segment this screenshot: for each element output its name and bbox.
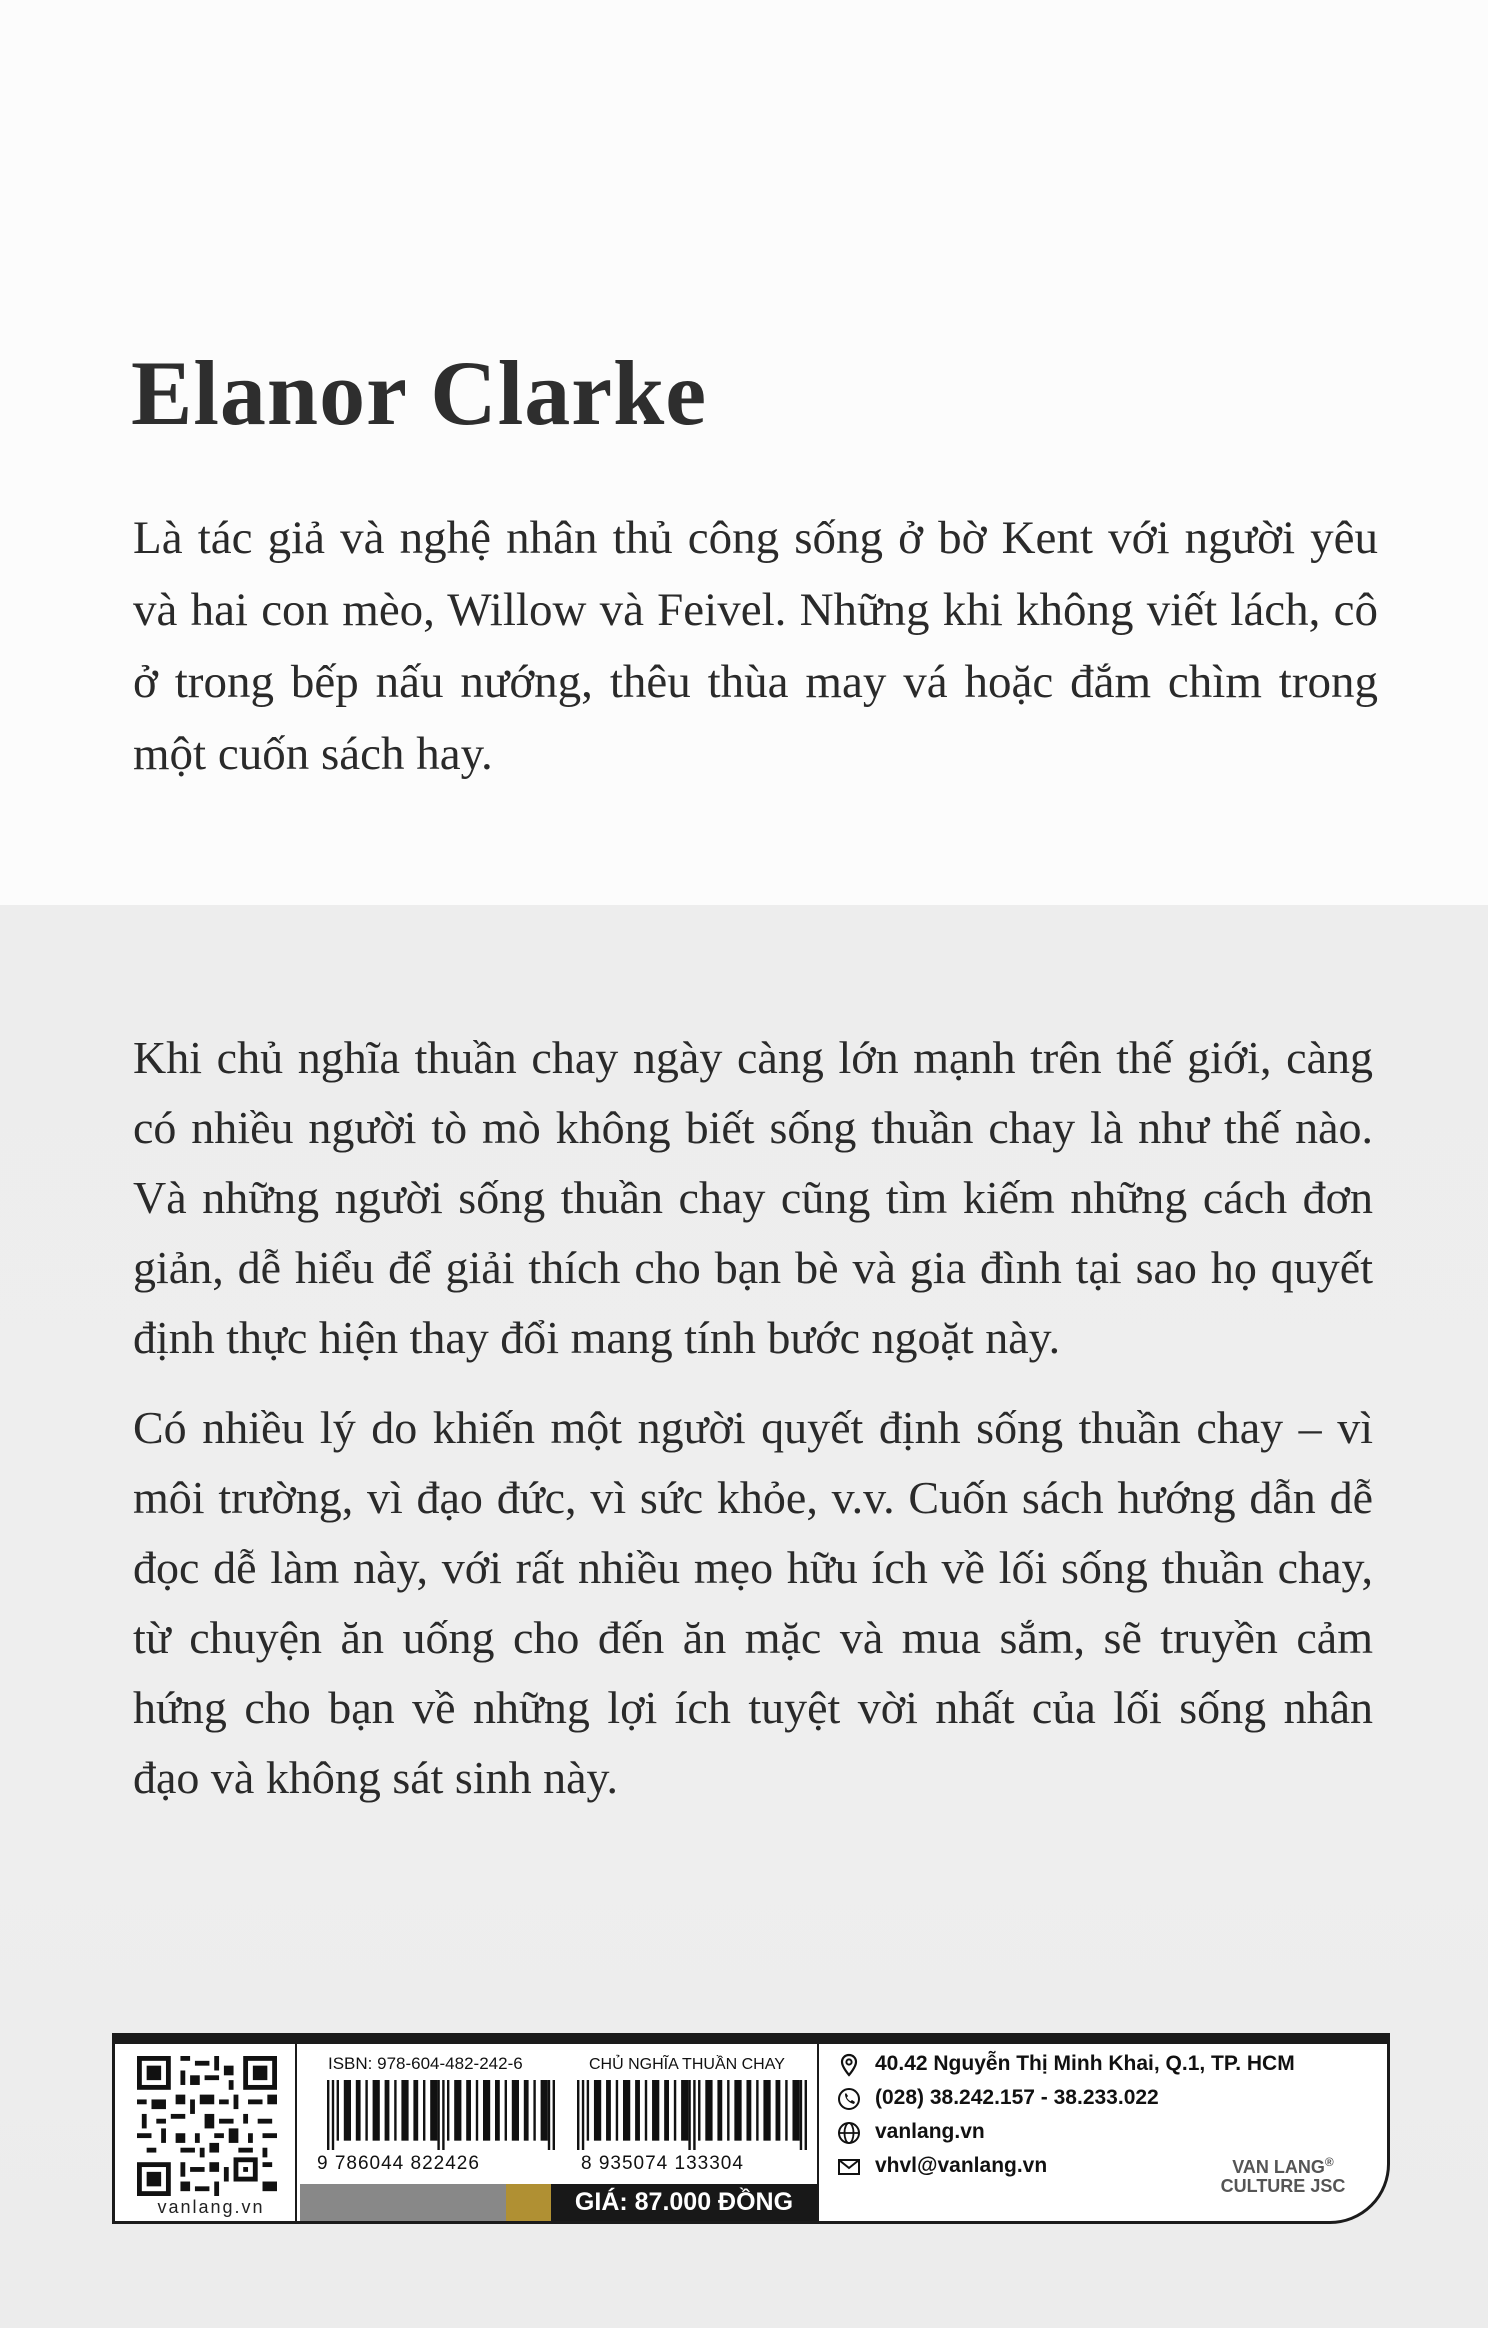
barcode-bar: [413, 2080, 418, 2141]
divider-contact: [817, 2044, 819, 2221]
barcode-bar: [365, 2080, 367, 2141]
barcode-bar: [756, 2080, 758, 2141]
barcode-bar: [401, 2080, 408, 2141]
barcode-bar: [466, 2080, 471, 2141]
product-barcode: [577, 2080, 807, 2150]
publisher-name: VAN LANG: [1232, 2157, 1325, 2177]
barcode-bar: [635, 2080, 640, 2141]
website-text[interactable]: vanlang.vn: [875, 2120, 985, 2143]
barcode-bar: [805, 2080, 807, 2150]
barcode-bar: [430, 2080, 437, 2141]
barcode-bar: [385, 2080, 390, 2141]
barcode-bar: [505, 2080, 507, 2141]
barcode-bar: [483, 2080, 490, 2141]
author-bio: Là tác giả và nghệ nhân thủ công sống ở bờ Kent với người yêu và hai con mèo, Willow và Feivel. Những khi không viết lách, cô ở trong bếp nấu nướng, thêu thùa may vá hoặc đắm chìm trong một cuốn sách hay.: [133, 512, 1378, 780]
barcode-bar: [553, 2080, 555, 2150]
barcode-bar: [645, 2080, 647, 2141]
barcode-bar: [681, 2080, 688, 2141]
author-name: Elanor Clarke: [131, 342, 708, 444]
phone-text: (028) 38.242.157 - 38.233.022: [875, 2086, 1159, 2109]
barcode-bar: [394, 2080, 396, 2141]
qr-block: [125, 2050, 295, 2215]
barcode-bar: [705, 2080, 712, 2141]
barcode-bar: [524, 2080, 529, 2141]
barcode-bar: [548, 2080, 550, 2150]
barcode-bar: [763, 2080, 770, 2141]
isbn-label: ISBN: 978-604-482-242-6: [328, 2054, 523, 2073]
barcode-bar: [623, 2080, 630, 2141]
barcode-bar: [664, 2080, 669, 2141]
barcode-bar: [512, 2080, 519, 2141]
book-info-box: [112, 2033, 1390, 2224]
barcode-bar: [356, 2080, 361, 2141]
barcode-bar: [698, 2080, 700, 2141]
barcode-bar: [734, 2080, 741, 2141]
qr-caption: vanlang.vn: [157, 2197, 265, 2217]
barcode-bar: [776, 2080, 781, 2141]
barcode-bar: [437, 2080, 439, 2150]
qr-code-icon[interactable]: [137, 2056, 277, 2196]
product-barcode-digits: 8 935074 133304: [581, 2153, 744, 2174]
gold-color-strip: [506, 2184, 551, 2221]
price-label: GIÁ: 87.000 ĐỒNG: [551, 2184, 817, 2221]
barcode-bar: [337, 2080, 339, 2141]
barcode-bar: [746, 2080, 751, 2141]
isbn-barcode: [327, 2080, 555, 2150]
info-box-top-rule: [115, 2036, 1387, 2044]
blurb-paragraph-2: Có nhiều lý do khiến một người quyết định sống thuần chay – vì môi trường, vì đạo đức, vì sức khỏe, v.v. Cuốn sách hướng dẫn dễ đọc dễ làm này, với rất nhiều mẹo hữu ích về lối sống thuần chay, từ chuyện ăn uống cho đến ăn mặc và mua sắm, sẽ truyền cảm hứng cho bạn về những lợi ích tuyệt vời nhất của lối sống nhân đạo và không sát sinh này.: [133, 1402, 1373, 1803]
barcode-bar: [800, 2080, 802, 2150]
barcode-bar: [688, 2080, 690, 2150]
publisher-logo: [1213, 2153, 1353, 2196]
gray-color-strip: [300, 2184, 506, 2221]
divider-qr: [295, 2044, 297, 2221]
barcode-bar: [533, 2080, 535, 2141]
barcode-bar: [594, 2080, 601, 2141]
barcode-bar: [674, 2080, 676, 2141]
blurb-text: [133, 1023, 1373, 1833]
location-pin-icon: [837, 2053, 861, 2077]
publisher-subname: CULTURE JSC: [1220, 2176, 1346, 2196]
barcode-bar: [582, 2080, 584, 2150]
barcode-bar: [476, 2080, 478, 2141]
barcode-bar: [652, 2080, 659, 2141]
mail-icon: [837, 2155, 861, 2179]
barcode-bar: [606, 2080, 611, 2141]
barcode-bar: [616, 2080, 618, 2141]
registered-mark: ®: [1324, 2155, 1334, 2169]
barcode-bar: [727, 2080, 729, 2141]
globe-icon: [837, 2121, 861, 2145]
barcode-bar: [577, 2080, 579, 2150]
book-title-label: CHỦ NGHĨA THUẦN CHAY: [589, 2056, 785, 2073]
barcode-bar: [373, 2080, 380, 2141]
blurb-paragraph-1: Khi chủ nghĩa thuần chay ngày càng lớn mạnh trên thế giới, càng có nhiều người tò mò không biết sống thuần chay là như thế nào. Và những người sống thuần chay cũng tìm kiếm những cách đơn giản, dễ hiểu để giải thích cho bạn bè và gia đình tại sao họ quyết định thực hiện thay đổi mang tính bước ngoặt này.: [133, 1032, 1373, 1363]
barcode-bar: [423, 2080, 425, 2141]
barcode-bar: [454, 2080, 461, 2141]
email-text[interactable]: vhvl@vanlang.vn: [875, 2154, 1048, 2177]
barcode-bar: [442, 2080, 444, 2150]
barcode-bar: [344, 2080, 351, 2141]
address-text: 40.42 Nguyễn Thị Minh Khai, Q.1, TP. HCM: [875, 2052, 1295, 2075]
barcode-bar: [792, 2080, 799, 2141]
barcode-bar: [495, 2080, 500, 2141]
barcode-bar: [541, 2080, 548, 2141]
isbn-barcode-digits: 9 786044 822426: [317, 2153, 480, 2174]
author-section: [0, 0, 1488, 905]
barcode-bar: [332, 2080, 334, 2150]
barcode-bar: [587, 2080, 589, 2141]
barcode-bar: [693, 2080, 695, 2150]
barcode-bar: [447, 2080, 449, 2141]
barcode-bar: [327, 2080, 329, 2150]
barcode-bar: [717, 2080, 722, 2141]
barcode-bar: [785, 2080, 787, 2141]
phone-icon: [837, 2087, 861, 2111]
